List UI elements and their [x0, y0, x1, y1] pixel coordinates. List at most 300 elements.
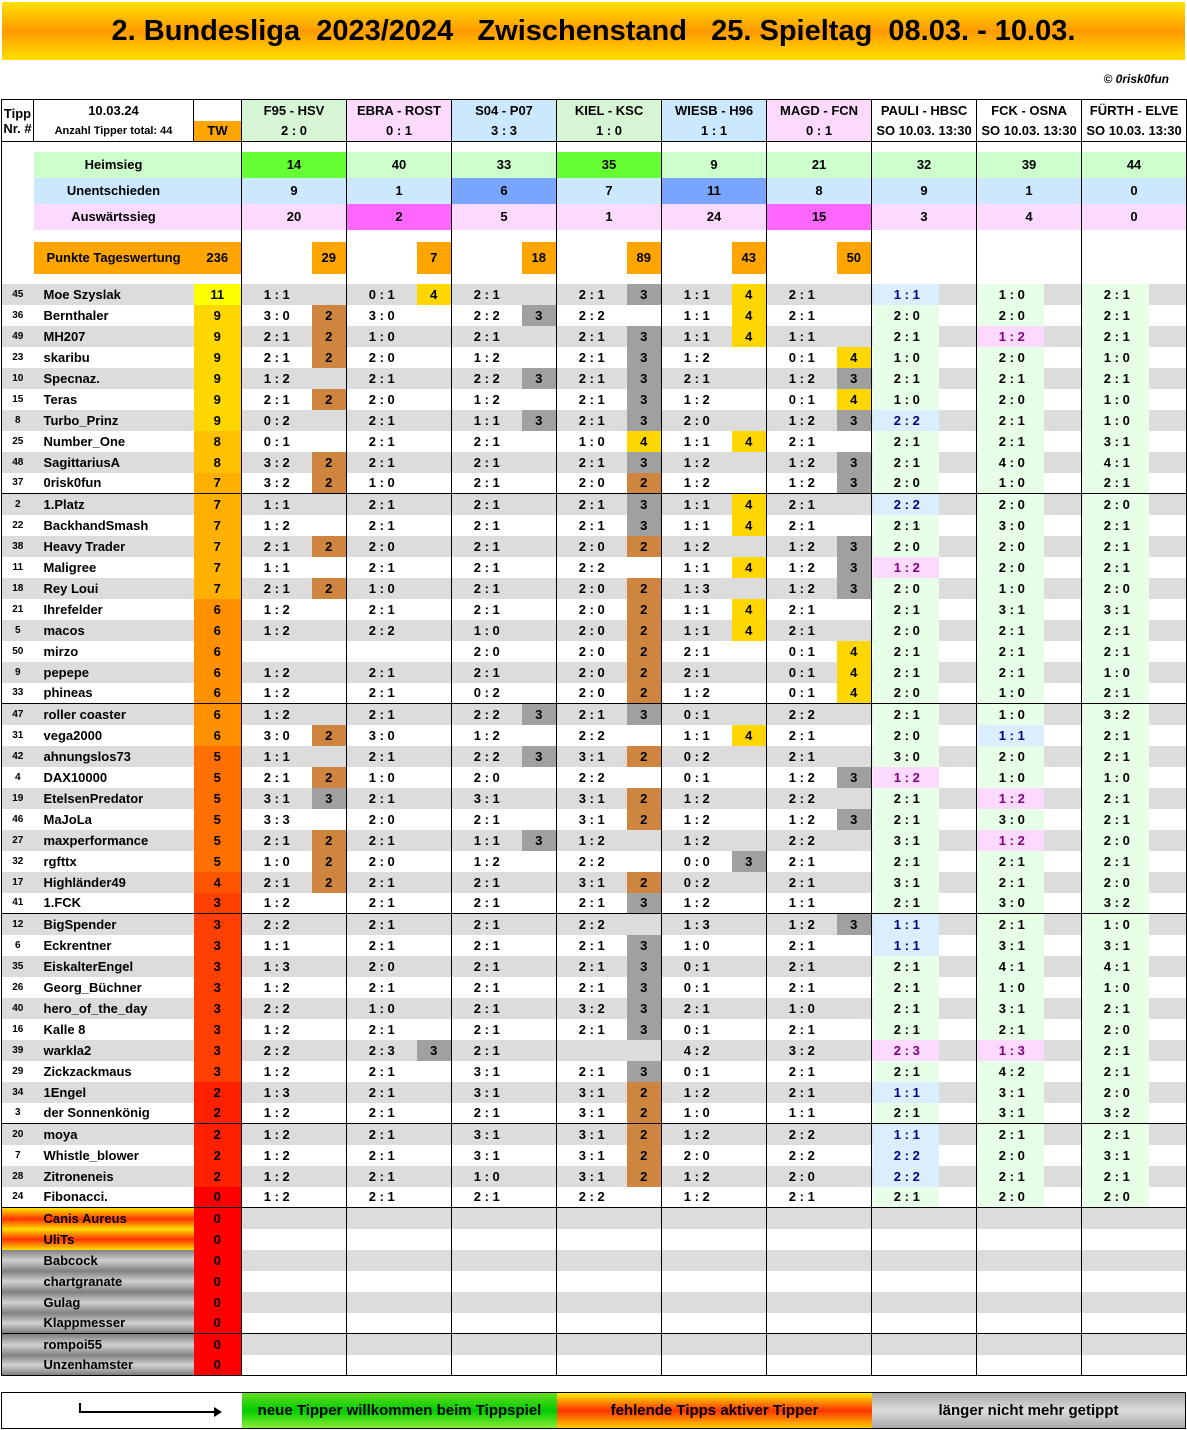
tip: 2 : 2: [347, 620, 417, 641]
tip: 1 : 3: [662, 914, 732, 935]
tip-points: 2: [627, 1082, 662, 1103]
tipper-name: hero_of_the_day: [34, 998, 194, 1019]
tip-points: [942, 620, 977, 641]
tipper-nr: 8: [2, 410, 34, 431]
tipper-tw: 7: [194, 557, 242, 578]
stat-away: 2: [347, 204, 452, 230]
tip: 1 : 1: [767, 893, 837, 914]
tipper-tw: 9: [194, 305, 242, 326]
tip: 2 : 1: [452, 452, 522, 473]
tip-points: [1047, 641, 1082, 662]
tip: 2 : 1: [1082, 473, 1152, 494]
tip-points: [732, 1040, 767, 1061]
tipper-tw: 5: [194, 767, 242, 788]
tipper-nr: 20: [2, 1124, 34, 1145]
table-row: [2, 1355, 1187, 1376]
tip: 1 : 1: [242, 557, 312, 578]
tip-points: [312, 935, 347, 956]
tip: [242, 641, 312, 662]
tip: 2 : 1: [452, 1040, 522, 1061]
tip-points: [522, 389, 557, 410]
tip-points: [1152, 956, 1187, 977]
tip-points: [312, 662, 347, 683]
tip: 2 : 3: [347, 1040, 417, 1061]
tip-points: [732, 956, 767, 977]
punkte-game: 89: [627, 242, 662, 274]
tip: 2 : 2: [452, 746, 522, 767]
tip: 0 : 2: [242, 410, 312, 431]
tip-points: [522, 1082, 557, 1103]
tipper-tw: 3: [194, 893, 242, 914]
tip-points: [417, 1103, 452, 1124]
tip: 1 : 1: [452, 830, 522, 851]
tipper-tw: 6: [194, 641, 242, 662]
tip: 2 : 1: [347, 452, 417, 473]
tipper-name: Kalle 8: [34, 1019, 194, 1040]
tip: 2 : 1: [767, 977, 837, 998]
tip: 2 : 1: [1082, 305, 1152, 326]
tip-points: [837, 872, 872, 893]
tip: 3 : 0: [977, 893, 1047, 914]
tip: 2 : 1: [872, 1187, 942, 1208]
tip-points: [942, 1166, 977, 1187]
tipper-tw: 0: [194, 1208, 242, 1229]
tipper-name: roller coaster: [34, 704, 194, 725]
tip: 2 : 2: [557, 914, 627, 935]
tip-points: [1047, 620, 1082, 641]
tip-points: [732, 830, 767, 851]
tip-points: [837, 998, 872, 1019]
tipper-nr: 23: [2, 347, 34, 368]
tip-points: [837, 788, 872, 809]
tip: 2 : 1: [347, 410, 417, 431]
tipper-name: Rey Loui: [34, 578, 194, 599]
tip-points: [522, 662, 557, 683]
tip: 3 : 1: [557, 1124, 627, 1145]
tip: 2 : 1: [347, 1166, 417, 1187]
tipper-nr: 6: [2, 935, 34, 956]
tip-points: [417, 557, 452, 578]
tip: 2 : 0: [347, 347, 417, 368]
tip: 2 : 1: [767, 725, 837, 746]
tip: 1 : 2: [662, 1187, 732, 1208]
tip: 2 : 1: [767, 599, 837, 620]
tip: 2 : 1: [977, 368, 1047, 389]
tip: 1 : 0: [662, 1103, 732, 1124]
tip-points: [1152, 1166, 1187, 1187]
tipper-nr: 11: [2, 557, 34, 578]
table-row: [2, 326, 1187, 347]
tip: 2 : 0: [977, 494, 1047, 515]
tipper-tw: 6: [194, 725, 242, 746]
tip-points: [837, 1019, 872, 1040]
tip-points: [942, 767, 977, 788]
punkte-total: 236: [194, 242, 242, 274]
tip: 2 : 1: [872, 1061, 942, 1082]
tip: 3 : 1: [1082, 599, 1152, 620]
tip-points: [942, 851, 977, 872]
tip: 2 : 1: [452, 326, 522, 347]
tip: 1 : 1: [452, 410, 522, 431]
tip: 2 : 1: [557, 704, 627, 725]
tip-points: [312, 1040, 347, 1061]
tip: 2 : 0: [872, 683, 942, 704]
tip-points: [732, 977, 767, 998]
tip-points: [1152, 809, 1187, 830]
tip: 1 : 2: [767, 452, 837, 473]
tip: 1 : 2: [452, 851, 522, 872]
tip-points: [1047, 452, 1082, 473]
tip-points: [942, 368, 977, 389]
tip-points: [942, 557, 977, 578]
tipper-name: rompoi55: [34, 1334, 194, 1355]
tip: 2 : 0: [452, 767, 522, 788]
tip-points: [522, 599, 557, 620]
table-row: [2, 998, 1187, 1019]
tip: 1 : 0: [977, 578, 1047, 599]
tipper-name: macos: [34, 620, 194, 641]
tipper-name: 0risk0fun: [34, 473, 194, 494]
tip-points: 2: [312, 473, 347, 494]
tip-points: [1152, 620, 1187, 641]
table-row: [2, 956, 1187, 977]
tip-points: [1047, 872, 1082, 893]
tip-points: [522, 998, 557, 1019]
tip: 2 : 1: [872, 599, 942, 620]
tip: 3 : 1: [557, 1103, 627, 1124]
tipper-name: SagittariusA: [34, 452, 194, 473]
tipper-tw: 2: [194, 1103, 242, 1124]
tip-points: [522, 851, 557, 872]
tip: 1 : 0: [1082, 389, 1152, 410]
tip-points: [312, 620, 347, 641]
tipper-tw: 8: [194, 431, 242, 452]
tip: 1 : 1: [662, 326, 732, 347]
tipper-name: 1.Platz: [34, 494, 194, 515]
tip-points: [942, 515, 977, 536]
tip: 1 : 0: [1082, 767, 1152, 788]
tip: 1 : 2: [242, 1019, 312, 1040]
tip: 3 : 1: [452, 1082, 522, 1103]
tip-points: 3: [627, 494, 662, 515]
tip: 2 : 1: [557, 410, 627, 431]
tip-points: [522, 1019, 557, 1040]
table-row: [2, 1187, 1187, 1208]
tip: 0 : 2: [662, 872, 732, 893]
tip-points: [1152, 914, 1187, 935]
tip: 1 : 1: [662, 557, 732, 578]
tip-points: [837, 935, 872, 956]
tip: 2 : 2: [767, 704, 837, 725]
table-row: [2, 431, 1187, 452]
tip-points: [1047, 515, 1082, 536]
tip-points: [1047, 683, 1082, 704]
tip: 2 : 1: [347, 1061, 417, 1082]
tip: 1 : 2: [662, 683, 732, 704]
table-row: [2, 935, 1187, 956]
tipper-tw: 3: [194, 956, 242, 977]
tip-points: [417, 1124, 452, 1145]
tip: 1 : 2: [662, 536, 732, 557]
tip-points: [1047, 788, 1082, 809]
stat-home: 39: [977, 152, 1082, 178]
tip-points: [942, 788, 977, 809]
tip-points: [1152, 494, 1187, 515]
tip-points: [1152, 284, 1187, 305]
tip-points: [1047, 368, 1082, 389]
tipper-tw: 4: [194, 872, 242, 893]
tipper-nr: 40: [2, 998, 34, 1019]
tipper-name: BackhandSmash: [34, 515, 194, 536]
tip-points: 2: [312, 305, 347, 326]
tip: 2 : 1: [452, 1187, 522, 1208]
tip: 2 : 1: [662, 641, 732, 662]
tip: 2 : 1: [347, 977, 417, 998]
tip-points: [942, 599, 977, 620]
tip-points: [522, 872, 557, 893]
tip: 1 : 2: [767, 536, 837, 557]
punkte-game: [942, 242, 977, 274]
tipper-name: UliTs: [34, 1229, 194, 1250]
tip-points: [942, 935, 977, 956]
tip-points: [522, 452, 557, 473]
tipper-name: Teras: [34, 389, 194, 410]
tip: 2 : 1: [1082, 746, 1152, 767]
punkte-game: 29: [312, 242, 347, 274]
tip: 1 : 2: [242, 1187, 312, 1208]
tipper-tw: 3: [194, 1019, 242, 1040]
tip: 2 : 1: [872, 641, 942, 662]
tip: 1 : 0: [1082, 347, 1152, 368]
tip: 3 : 2: [767, 1040, 837, 1061]
tip: 0 : 1: [662, 767, 732, 788]
tipper-tw: 7: [194, 494, 242, 515]
tip: 2 : 1: [872, 1019, 942, 1040]
tip: 3 : 0: [347, 725, 417, 746]
tip-points: 3: [627, 410, 662, 431]
tip: 2 : 3: [872, 1040, 942, 1061]
game-result: 0 : 1: [347, 121, 452, 142]
tip: 2 : 1: [872, 368, 942, 389]
tip: 4 : 2: [662, 1040, 732, 1061]
tip: 1 : 2: [557, 830, 627, 851]
tipper-tw: 2: [194, 1145, 242, 1166]
table-row: [2, 1145, 1187, 1166]
tip: 1 : 0: [977, 977, 1047, 998]
tip: 2 : 0: [977, 1145, 1047, 1166]
tip-points: [1047, 284, 1082, 305]
tip: 2 : 1: [767, 284, 837, 305]
tip: 2 : 1: [1082, 683, 1152, 704]
tip-points: [1047, 347, 1082, 368]
tip: 2 : 1: [452, 998, 522, 1019]
tip-points: 3: [837, 368, 872, 389]
tip-points: [312, 1124, 347, 1145]
tip-points: [417, 1061, 452, 1082]
tip-points: [1152, 977, 1187, 998]
tipper-nr: 9: [2, 662, 34, 683]
stat-home: 33: [452, 152, 557, 178]
tipper-tw: 0: [194, 1334, 242, 1355]
tip: 2 : 1: [347, 1187, 417, 1208]
tip-points: [1152, 1019, 1187, 1040]
tip: 0 : 1: [662, 977, 732, 998]
tip: 2 : 1: [452, 914, 522, 935]
tip-points: [837, 305, 872, 326]
tip: 1 : 1: [242, 284, 312, 305]
tip: 1 : 2: [242, 599, 312, 620]
tip-points: [1047, 1124, 1082, 1145]
tip-points: [1152, 389, 1187, 410]
tip: 2 : 1: [347, 683, 417, 704]
table-row: [2, 1229, 1187, 1250]
tip-points: [627, 767, 662, 788]
tip-points: 3: [837, 578, 872, 599]
tip: 2 : 1: [452, 494, 522, 515]
tipper-nr: 34: [2, 1082, 34, 1103]
tip-points: [312, 1103, 347, 1124]
tipper-name: EiskalterEngel: [34, 956, 194, 977]
tip: 2 : 0: [1082, 830, 1152, 851]
tip: 2 : 1: [452, 599, 522, 620]
tip-points: [417, 452, 452, 473]
tip-points: [1152, 872, 1187, 893]
tip: 2 : 0: [1082, 1187, 1152, 1208]
tip: 1 : 3: [662, 578, 732, 599]
tipper-name: warkla2: [34, 1040, 194, 1061]
date: 10.03.24: [34, 100, 194, 121]
tip-points: 3: [627, 1061, 662, 1082]
tip: 2 : 1: [872, 893, 942, 914]
tip: 2 : 1: [767, 515, 837, 536]
tip: 2 : 1: [242, 830, 312, 851]
tip: 3 : 1: [977, 998, 1047, 1019]
tipper-nr: 37: [2, 473, 34, 494]
tip: 2 : 1: [557, 935, 627, 956]
tip-points: [312, 1166, 347, 1187]
tip-points: [837, 746, 872, 767]
tipper-tw: 9: [194, 326, 242, 347]
tip-points: [1047, 977, 1082, 998]
tip-points: [1152, 830, 1187, 851]
tip-points: [942, 641, 977, 662]
game-name: MAGD - FCN: [767, 100, 872, 121]
tip: 2 : 1: [557, 956, 627, 977]
tip-points: 3: [522, 704, 557, 725]
tip: 2 : 1: [872, 1103, 942, 1124]
tip: 2 : 1: [242, 389, 312, 410]
tip: 3 : 1: [452, 788, 522, 809]
stat-away: 5: [452, 204, 557, 230]
legend-footer: [1, 1392, 1186, 1429]
tw-label: TW: [194, 121, 242, 142]
tip-points: 2: [312, 326, 347, 347]
tip-points: [942, 683, 977, 704]
tip: 1 : 1: [872, 914, 942, 935]
tip-points: [1047, 1166, 1082, 1187]
tip: 2 : 2: [872, 410, 942, 431]
tip-points: [837, 1082, 872, 1103]
tipper-nr: 22: [2, 515, 34, 536]
tip-points: 3: [522, 410, 557, 431]
tip-points: [417, 914, 452, 935]
tip: 4 : 1: [977, 956, 1047, 977]
tip: 1 : 1: [662, 599, 732, 620]
tip: 2 : 1: [1082, 536, 1152, 557]
table-row: [2, 305, 1187, 326]
tip: 2 : 1: [347, 914, 417, 935]
tip: 3 : 0: [977, 515, 1047, 536]
tip: 2 : 0: [977, 746, 1047, 767]
tip: 1 : 0: [977, 284, 1047, 305]
tip: 1 : 0: [767, 998, 837, 1019]
table-row: [2, 683, 1187, 704]
tip-points: 3: [627, 389, 662, 410]
tip-points: [1152, 536, 1187, 557]
tip: 1 : 0: [872, 347, 942, 368]
tipper-name: Klappmesser: [34, 1313, 194, 1334]
tip: 2 : 1: [872, 809, 942, 830]
tip-points: [732, 1124, 767, 1145]
tip-points: [732, 662, 767, 683]
tip-points: [1047, 830, 1082, 851]
tip-points: [312, 431, 347, 452]
tip: 2 : 0: [347, 851, 417, 872]
arrow-icon: [2, 1393, 242, 1428]
tip: 2 : 2: [242, 1040, 312, 1061]
tip-points: [312, 683, 347, 704]
tip: 2 : 1: [1082, 557, 1152, 578]
tip-points: [1152, 368, 1187, 389]
tipper-tw: 0: [194, 1229, 242, 1250]
tip-points: [1047, 1082, 1082, 1103]
tip: 2 : 0: [347, 536, 417, 557]
tipper-name: pepepe: [34, 662, 194, 683]
punkte-game: 18: [522, 242, 557, 274]
tip-points: [732, 746, 767, 767]
tip-points: [1152, 1082, 1187, 1103]
tip-points: [1047, 1145, 1082, 1166]
tip: 2 : 0: [557, 620, 627, 641]
tip: 2 : 1: [977, 431, 1047, 452]
tip: 2 : 0: [662, 1145, 732, 1166]
tip-points: [732, 536, 767, 557]
tip-points: [417, 1145, 452, 1166]
tip: 2 : 1: [347, 599, 417, 620]
tipper-tw: 6: [194, 599, 242, 620]
tip: 2 : 1: [977, 1166, 1047, 1187]
tip: 3 : 1: [452, 1145, 522, 1166]
legend-inactive: länger nicht mehr getippt: [872, 1393, 1185, 1428]
tipper-name: Eckrentner: [34, 935, 194, 956]
table-row: [2, 599, 1187, 620]
tipper-nr: 5: [2, 620, 34, 641]
tipper-nr: 35: [2, 956, 34, 977]
tip: 2 : 0: [1082, 872, 1152, 893]
game-result: SO 10.03. 13:30: [872, 121, 977, 142]
tip-points: [522, 1103, 557, 1124]
tip: 1 : 1: [872, 1082, 942, 1103]
tip: 2 : 1: [767, 494, 837, 515]
tip-points: [732, 1103, 767, 1124]
tipper-tw: 3: [194, 935, 242, 956]
tip: 2 : 1: [557, 326, 627, 347]
tip: 2 : 0: [557, 536, 627, 557]
tipper-tw: 3: [194, 977, 242, 998]
tip: 2 : 1: [1082, 809, 1152, 830]
tip-points: [627, 914, 662, 935]
tip-points: [417, 1166, 452, 1187]
